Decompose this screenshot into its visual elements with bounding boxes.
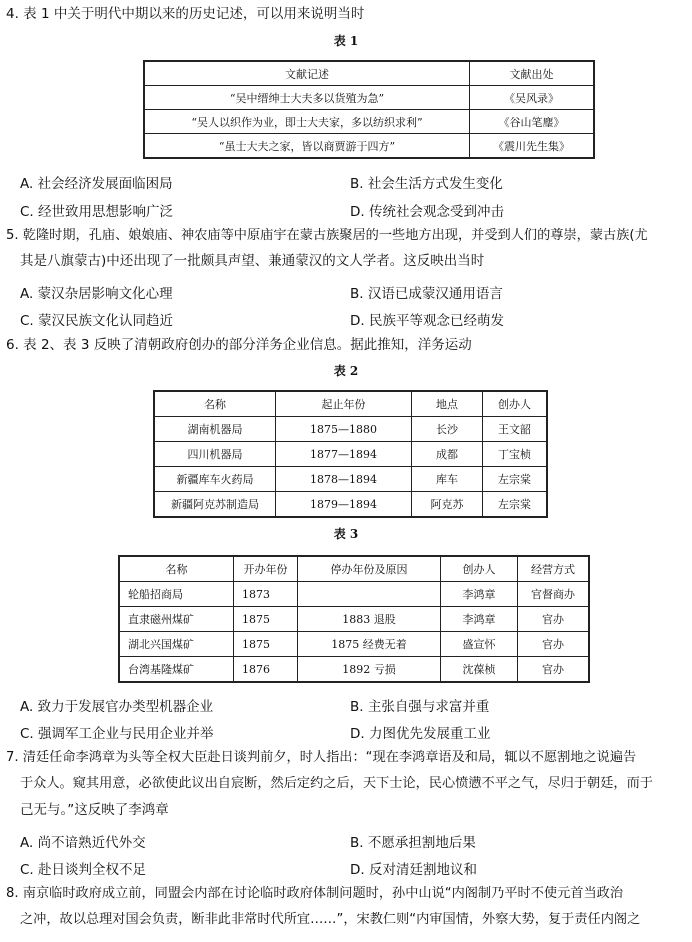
table-cell: 湖南机器局 xyxy=(154,417,276,442)
question-8-line-1: 8. 南京临时政府成立前，同盟会内部在讨论临时政府体制问题时，孙中山说“内阁制乃平时不使元首当政治 xyxy=(6,886,624,901)
q5-option-b[interactable]: B. 汉语已成蒙汉通用语言 xyxy=(350,286,503,302)
table-row xyxy=(154,467,547,492)
table-1 xyxy=(143,60,595,159)
table-cell: 李鸿章 xyxy=(441,607,518,632)
table-3-header: 停办年份及原因 xyxy=(298,556,441,582)
table-cell: 湖北兴国煤矿 xyxy=(119,632,234,657)
table-cell: 《震川先生集》 xyxy=(470,134,595,159)
q4-option-d[interactable]: D. 传统社会观念受到冲击 xyxy=(350,204,504,220)
table-cell: 沈葆桢 xyxy=(441,657,518,683)
table-cell xyxy=(298,582,441,607)
table-3-header: 开办年份 xyxy=(234,556,298,582)
table-cell: 1875 经费无着 xyxy=(298,632,441,657)
table-cell: 1873 xyxy=(234,582,298,607)
table-cell: 官办 xyxy=(518,607,590,632)
question-7-line-2: 于众人。窥其用意，必欲使此议出自宸断，然后定约之后，天下士论，民心愤懑不平之气，尽归于朝廷，而于 xyxy=(20,776,653,791)
table-cell: 官办 xyxy=(518,657,590,683)
q6-option-b[interactable]: B. 主张自强与求富并重 xyxy=(350,699,490,715)
table-2 xyxy=(153,390,548,518)
table-row xyxy=(144,134,594,159)
table-cell: 官办 xyxy=(518,632,590,657)
table-2-header: 地点 xyxy=(412,391,483,417)
table-2-header: 起止年份 xyxy=(276,391,412,417)
question-5-line-2: 其是八旗蒙古)中还出现了一批颇具声望、兼通蒙汉的文人学者。这反映出当时 xyxy=(20,253,485,269)
table-cell: 《吴风录》 xyxy=(470,86,595,110)
question-5-line-1: 5. 乾隆时期，孔庙、娘娘庙、神农庙等中原庙宇在蒙古族聚居的一些地方出现，并受到人们的尊崇，蒙古族(尤 xyxy=(6,228,648,243)
table-3-caption: 表 3 xyxy=(333,527,359,541)
table-cell: 1875 xyxy=(234,632,298,657)
q7-option-b[interactable]: B. 不愿承担割地后果 xyxy=(350,835,476,851)
q4-option-b[interactable]: B. 社会生活方式发生变化 xyxy=(350,176,503,192)
table-cell: 轮船招商局 xyxy=(119,582,234,607)
question-7-line-3: 己无与。”这反映了李鸿章 xyxy=(20,802,169,818)
table-cell: 1875 xyxy=(234,607,298,632)
table-cell: 直隶磁州煤矿 xyxy=(119,607,234,632)
table-row xyxy=(154,417,547,442)
q5-option-d[interactable]: D. 民族平等观念已经萌发 xyxy=(350,313,504,329)
table-row xyxy=(144,86,594,110)
table-row xyxy=(144,110,594,134)
table-cell: 左宗棠 xyxy=(483,467,548,492)
table-row xyxy=(119,657,589,683)
table-cell: “吴中缙绅士大夫多以货殖为急” xyxy=(144,86,470,110)
q4-option-a[interactable]: A. 社会经济发展面临困局 xyxy=(20,176,173,192)
table-row xyxy=(119,582,589,607)
table-cell: 阿克苏 xyxy=(412,492,483,518)
table-cell: “吴人以织作为业，即士大夫家，多以纺织求利” xyxy=(144,110,470,134)
table-1-caption: 表 1 xyxy=(333,34,359,48)
q6-option-d[interactable]: D. 力图优先发展重工业 xyxy=(350,726,491,742)
table-cell: “虽士大夫之家，皆以商贾游于四方” xyxy=(144,134,470,159)
question-6-stem: 6. 表 2、表 3 反映了清朝政府创办的部分洋务企业信息。据此推知，洋务运动 xyxy=(6,337,472,353)
table-3-header: 经营方式 xyxy=(518,556,590,582)
table-cell: 台湾基隆煤矿 xyxy=(119,657,234,683)
table-2-caption: 表 2 xyxy=(333,364,359,378)
table-cell: 左宗棠 xyxy=(483,492,548,518)
table-cell: 成都 xyxy=(412,442,483,467)
table-cell: 1877—1894 xyxy=(276,442,412,467)
question-4-stem: 4. 表 1 中关于明代中期以来的历史记述，可以用来说明当时 xyxy=(6,6,365,22)
table-cell: 1879—1894 xyxy=(276,492,412,518)
table-cell: 长沙 xyxy=(412,417,483,442)
table-1-header-record: 文献记述 xyxy=(144,61,470,86)
table-3-header: 名称 xyxy=(119,556,234,582)
table-cell: 《谷山笔麈》 xyxy=(470,110,595,134)
table-cell: 新疆库车火药局 xyxy=(154,467,276,492)
table-cell: 新疆阿克苏制造局 xyxy=(154,492,276,518)
table-3 xyxy=(118,555,590,683)
table-2-header: 创办人 xyxy=(483,391,548,417)
question-7-line-1: 7. 清廷任命李鸿章为头等全权大臣赴日谈判前夕，时人指出：“现在李鸿章语及和局，辄以不愿割地之说遍告 xyxy=(6,750,637,765)
table-row xyxy=(119,632,589,657)
q5-option-c[interactable]: C. 蒙汉民族文化认同趋近 xyxy=(20,313,174,329)
table-cell: 官督商办 xyxy=(518,582,590,607)
table-cell: 丁宝桢 xyxy=(483,442,548,467)
table-cell: 1878—1894 xyxy=(276,467,412,492)
table-cell: 四川机器局 xyxy=(154,442,276,467)
q7-option-d[interactable]: D. 反对清廷割地议和 xyxy=(350,862,477,878)
table-cell: 1892 亏损 xyxy=(298,657,441,683)
table-cell: 1883 退股 xyxy=(298,607,441,632)
q5-option-a[interactable]: A. 蒙汉杂居影响文化心理 xyxy=(20,286,173,302)
table-cell: 1876 xyxy=(234,657,298,683)
table-cell: 1875—1880 xyxy=(276,417,412,442)
table-cell: 盛宣怀 xyxy=(441,632,518,657)
table-row xyxy=(119,607,589,632)
table-row xyxy=(154,442,547,467)
q6-option-c[interactable]: C. 强调军工企业与民用企业并举 xyxy=(20,726,214,742)
question-8-line-2: 之冲，故以总理对国会负责，断非此非常时代所宜……”，宋教仁则“内审国情，外察大势，复于责任内阁之 xyxy=(20,912,641,927)
table-1-header-source: 文献出处 xyxy=(470,61,595,86)
table-row xyxy=(154,492,547,518)
table-cell: 库车 xyxy=(412,467,483,492)
table-cell: 王文韶 xyxy=(483,417,548,442)
q7-option-a[interactable]: A. 尚不谙熟近代外交 xyxy=(20,835,146,851)
table-3-header: 创办人 xyxy=(441,556,518,582)
table-cell: 李鸿章 xyxy=(441,582,518,607)
q4-option-c[interactable]: C. 经世致用思想影响广泛 xyxy=(20,204,174,220)
q6-option-a[interactable]: A. 致力于发展官办类型机器企业 xyxy=(20,699,214,715)
table-2-header: 名称 xyxy=(154,391,276,417)
q7-option-c[interactable]: C. 赴日谈判全权不足 xyxy=(20,862,147,878)
